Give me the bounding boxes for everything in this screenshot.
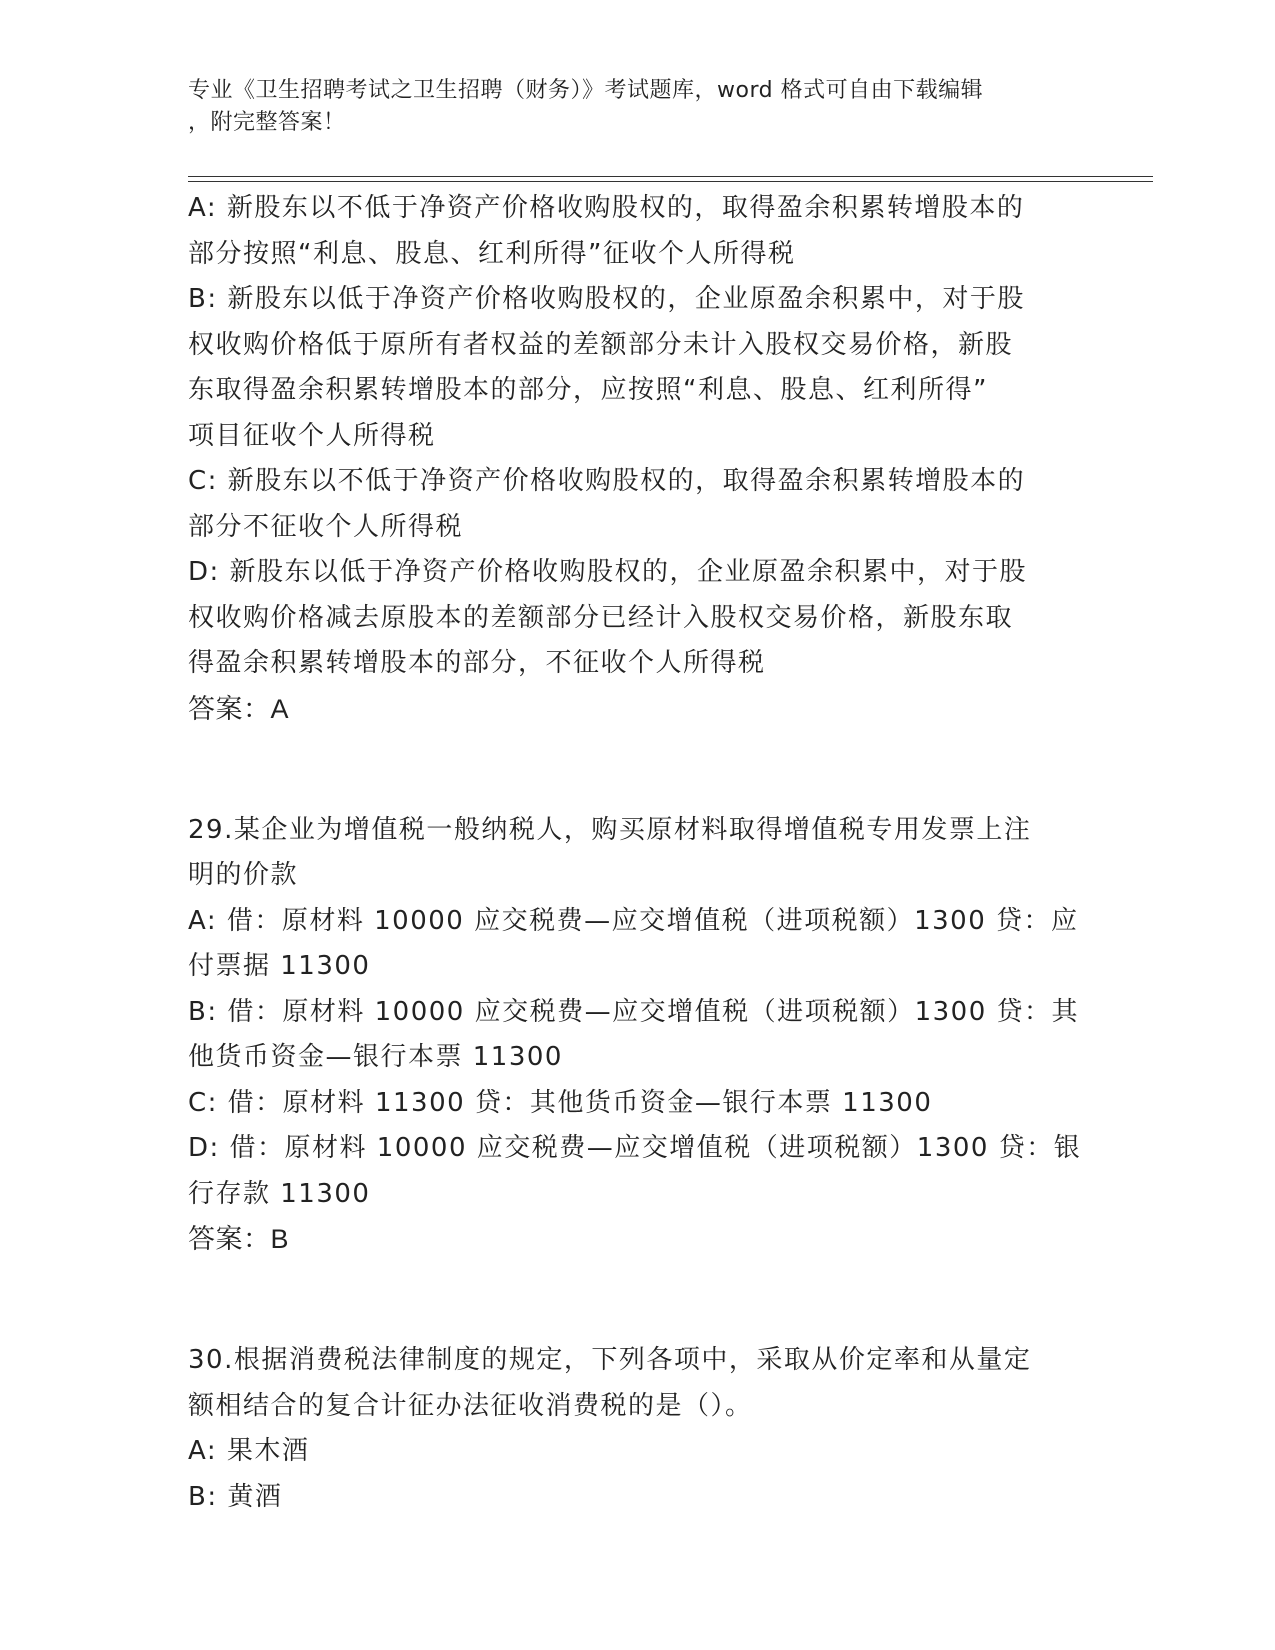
option-text-line: B: 新股东以低于净资产价格收购股权的，企业原盈余积累中，对于股: [188, 284, 1025, 314]
option-text-line: 权收购价格低于原所有者权益的差额部分未计入股权交易价格，新股: [188, 329, 1014, 360]
q29-option-c: [188, 1081, 1093, 1127]
question-stem-line: 明的价款: [188, 860, 299, 890]
question-stem-line: 额相结合的复合计征办法征收消费税的是（）。: [188, 1390, 753, 1421]
option-text-line: 权收购价格减去原股本的差额部分已经计入股权交易价格，新股东取: [188, 602, 1014, 633]
document-header: [188, 75, 1088, 139]
q29-option-b: [188, 990, 1093, 1081]
question-spacer: [188, 1263, 1093, 1309]
question-spacer: [188, 732, 1093, 778]
header-divider-top: [188, 176, 1153, 177]
q30-option-a: [188, 1429, 1093, 1475]
q29-answer: 答案：B: [188, 1224, 290, 1254]
header-title-line-continued: ，附完整答案！: [188, 110, 346, 135]
option-text-line: 部分不征收个人所得税: [188, 511, 464, 542]
option-text-line: D: 借：原材料 10000 应交税费—应交增值税（进项税额）1300 贷：银: [188, 1133, 1082, 1163]
q28-option-b: [188, 277, 1093, 459]
question-content: [188, 186, 1093, 1520]
option-text-line: 付票据 11300: [188, 951, 371, 981]
option-text-line: A: 果木酒: [188, 1436, 310, 1466]
q29-option-a: [188, 899, 1093, 990]
q30-stem: [188, 1338, 1093, 1429]
option-text-line: 东取得盈余积累转增股本的部分，应按照“利息、股息、红利所得”: [188, 375, 988, 405]
header-title-line: 专业《卫生招聘考试之卫生招聘（财务）》考试题库，word 格式可自由下载编辑: [188, 78, 984, 103]
option-text-line: 行存款 11300: [188, 1178, 371, 1209]
option-text-line: C: 借：原材料 11300 贷：其他货币资金—银行本票 11300: [188, 1087, 933, 1118]
question-stem-line: 30.根据消费税法律制度的规定，下列各项中，采取从价定率和从量定: [188, 1345, 1032, 1375]
option-text-line: 得盈余积累转增股本的部分，不征收个人所得税: [188, 648, 766, 678]
option-text-line: 他货币资金—银行本票 11300: [188, 1042, 563, 1072]
header-divider-bottom: [188, 181, 1153, 182]
option-text-line: B: 黄酒: [188, 1481, 283, 1512]
question-spacer: [188, 778, 1093, 808]
option-text-line: A: 新股东以不低于净资产价格收购股权的，取得盈余积累转增股本的: [188, 193, 1025, 223]
q30-option-b: [188, 1475, 1093, 1521]
question-stem-line: 29.某企业为增值税一般纳税人，购买原材料取得增值税专用发票上注: [188, 814, 1032, 845]
option-text-line: 部分按照“利息、股息、红利所得”征收个人所得税: [188, 238, 796, 269]
option-text-line: D: 新股东以低于净资产价格收购股权的，企业原盈余积累中，对于股: [188, 557, 1028, 587]
option-text-line: C: 新股东以不低于净资产价格收购股权的，取得盈余积累转增股本的: [188, 466, 1026, 496]
q28-option-d: [188, 550, 1093, 687]
option-text-line: A: 借：原材料 10000 应交税费—应交增值税（进项税额）1300 贷：应: [188, 905, 1079, 936]
q28-answer: 答案：A: [188, 693, 290, 724]
q29-stem: [188, 808, 1093, 899]
q28-option-c: [188, 459, 1093, 550]
option-text-line: B: 借：原材料 10000 应交税费—应交增值税（进项税额）1300 贷：其: [188, 996, 1080, 1027]
question-spacer: [188, 1308, 1093, 1338]
q28-option-a: [188, 186, 1093, 277]
q29-option-d: [188, 1126, 1093, 1217]
option-text-line: 项目征收个人所得税: [188, 420, 436, 451]
